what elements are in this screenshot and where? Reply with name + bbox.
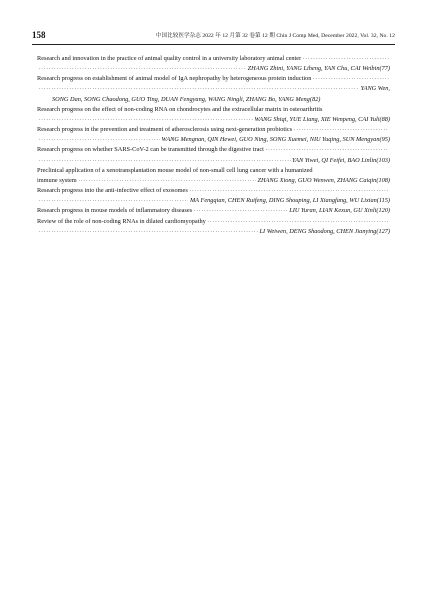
toc-entry xyxy=(37,206,390,216)
dot-leader xyxy=(294,125,389,135)
entry-title: Research progress in the prevention and treatment of atherosclerosis using next-generation probiotics xyxy=(37,126,293,134)
entry-title-line xyxy=(37,54,390,64)
entry-title: Research and innovation in the practice of animal quality control in a university laboratory animal center xyxy=(37,55,302,62)
entry-page-number: 127 xyxy=(378,227,388,235)
entry-title: Research progress on the effect of non-coding RNA on chondrocytes and the extracellular matrix in osteoarthritis xyxy=(37,105,323,113)
entry-title-line xyxy=(37,206,390,216)
entry-authors: LIU Yuran, LIAN Kexun, GU Xinli(120) xyxy=(289,207,390,215)
entry-title-line xyxy=(37,125,390,135)
entry-authors-line xyxy=(37,84,390,94)
entry-title-line xyxy=(37,166,390,176)
entry-page-number: 82 xyxy=(311,95,319,103)
dot-leader xyxy=(39,84,360,94)
dot-leader xyxy=(39,196,189,206)
toc-entry xyxy=(37,74,390,104)
toc-entry xyxy=(37,145,390,165)
entry-authors-line xyxy=(37,156,390,166)
entry-page-number: 77 xyxy=(381,65,388,73)
entry-authors: SONG Dan, SONG Chaodong, GUO Ting, DUAN Fengyang, WANG Ningli, ZHANG Bo, YANG Meng(82) xyxy=(52,95,321,103)
toc-entry xyxy=(37,166,390,186)
entry-authors: MA Fengqian, CHEN Ruifeng, DING Shouping, LI Xiangfang, WU Lixian(115) xyxy=(189,197,390,205)
dot-leader xyxy=(78,176,256,186)
entry-authors: ZHANG Zhini, YANG Liheng, YAN Chu, CAI Weibin(77) xyxy=(247,65,390,73)
entry-page-number: 120 xyxy=(378,207,388,215)
toc-entry xyxy=(37,105,390,125)
dot-leader xyxy=(189,186,388,196)
dot-leader xyxy=(39,227,259,237)
entry-authors: YAN Yiwei, QI Feifei, BAO Linlin(103) xyxy=(292,156,390,164)
dot-leader xyxy=(313,74,389,84)
dot-leader xyxy=(265,145,388,155)
entry-authors-line xyxy=(37,95,390,105)
entry-authors-line xyxy=(37,196,390,206)
entry-page-number: 115 xyxy=(378,197,388,205)
entry-authors: ZHANG Xiong, GUO Wenwen, ZHANG Caiqin(108) xyxy=(257,176,390,184)
entry-authors-line xyxy=(37,115,390,125)
entry-title: Research progress into the anti-infective effect of exosomes xyxy=(37,187,188,195)
page-number: 158 xyxy=(32,30,46,40)
entry-title-line xyxy=(37,145,390,155)
entry-title: Research progress in mouse models of inflammatory diseases xyxy=(37,207,193,215)
dot-leader xyxy=(194,206,288,216)
entry-authors-line xyxy=(37,64,390,74)
header-rule xyxy=(32,44,395,45)
dot-leader xyxy=(303,54,389,64)
table-of-contents xyxy=(37,54,390,237)
dot-leader xyxy=(39,135,161,145)
entry-title: Research progress on whether SARS-CoV-2 can be transmitted through the digestive tract xyxy=(37,146,264,154)
entry-authors-line xyxy=(37,135,390,145)
entry-authors: LI Weiwen, DENG Shaodong, CHEN Jianying(127) xyxy=(259,227,390,235)
dot-leader xyxy=(39,115,253,125)
entry-title: immune system xyxy=(37,176,77,184)
entry-page-number: 108 xyxy=(378,176,388,184)
entry-authors-line xyxy=(37,227,390,237)
entry-authors: WANG Mengnan, QIN Hewei, GUO Ning, SONG Xuemei, NIU Yuqing, SUN Mengyan(95) xyxy=(161,136,390,144)
toc-entry xyxy=(37,217,390,237)
toc-entry xyxy=(37,186,390,206)
dot-leader xyxy=(39,156,291,166)
entry-authors: YANG Wen, xyxy=(360,85,390,93)
dot-leader xyxy=(207,217,388,227)
entry-title-line xyxy=(37,217,390,227)
entry-title-line xyxy=(37,74,390,84)
toc-entry xyxy=(37,54,390,74)
running-head: 中国比较医学杂志 2022 年 12 月第 32 卷第 12 期 Chin J Comp Med, December 2022, Vol. 32, No. 12 xyxy=(155,33,395,39)
entry-title-line xyxy=(37,186,390,196)
entry-title: Research progress on establishment of animal model of IgA nephropathy by heterogeneous protein induction xyxy=(37,75,312,83)
entry-title: Preclinical application of a xenotransplantation mouse model of non-small cell lung cancer with a humanized xyxy=(37,166,313,174)
entry-authors: WANG Shiqi, YUE Liang, XIE Wenpeng, CAI Yuli(88) xyxy=(254,115,390,123)
entry-title-line xyxy=(37,105,390,115)
entry-title: Review of the role of non-coding RNAs in dilated cardiomyopathy xyxy=(37,217,206,225)
entry-title-line xyxy=(37,176,390,186)
toc-entry xyxy=(37,125,390,145)
dot-leader xyxy=(39,64,247,74)
entry-page-number: 88 xyxy=(381,115,388,123)
entry-page-number: 103 xyxy=(378,156,388,164)
entry-page-number: 95 xyxy=(381,136,388,144)
